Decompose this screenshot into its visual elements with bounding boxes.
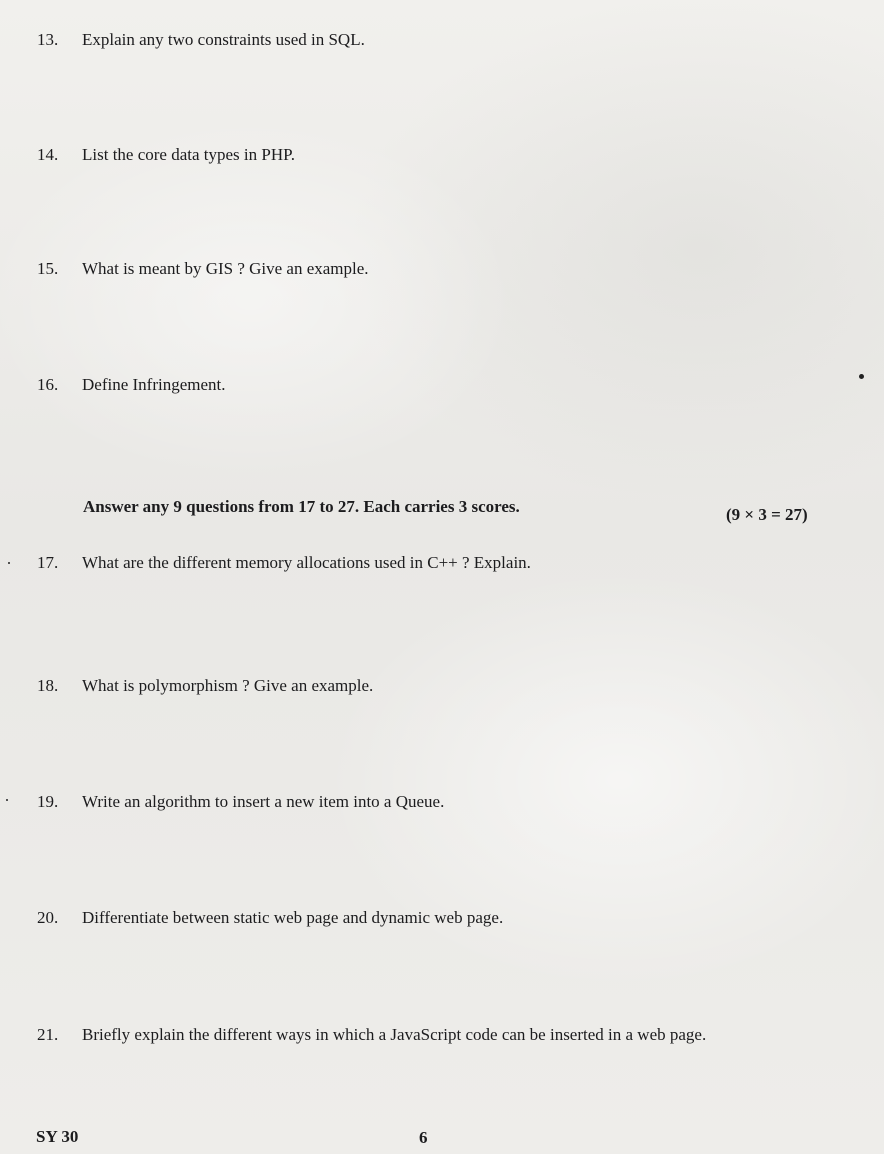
question-text: What is meant by GIS ? Give an example. xyxy=(82,259,369,278)
question-number: 17. xyxy=(37,553,59,572)
ink-speck xyxy=(6,799,8,801)
question-number: 16. xyxy=(37,375,59,394)
question-text: Write an algorithm to insert a new item into a Queue. xyxy=(82,792,445,811)
ink-speck xyxy=(859,374,864,379)
question-text: What are the different memory allocations used in C++ ? Explain. xyxy=(82,553,531,572)
section-instruction: Answer any 9 questions from 17 to 27. Each carries 3 scores. xyxy=(83,497,520,516)
question-number: 19. xyxy=(37,792,59,811)
question-text: What is polymorphism ? Give an example. xyxy=(82,676,374,695)
question-text: Explain any two constraints used in SQL. xyxy=(82,30,365,49)
question-number: 14. xyxy=(37,145,59,164)
question-number: 13. xyxy=(37,30,59,49)
question-number: 20. xyxy=(37,908,59,927)
page-number: 6 xyxy=(419,1128,428,1147)
question-text: Differentiate between static web page and dynamic web page. xyxy=(82,908,504,927)
question-number: 18. xyxy=(37,676,59,695)
question-number: 21. xyxy=(37,1025,59,1044)
question-number: 15. xyxy=(37,259,59,278)
question-text: Briefly explain the different ways in which a JavaScript code can be inserted in a web page. xyxy=(82,1025,707,1044)
paper-code: SY 30 xyxy=(36,1127,79,1146)
question-text: List the core data types in PHP. xyxy=(82,145,295,164)
question-text: Define Infringement. xyxy=(82,375,226,394)
section-score: (9 × 3 = 27) xyxy=(726,505,808,524)
ink-speck xyxy=(8,562,10,564)
